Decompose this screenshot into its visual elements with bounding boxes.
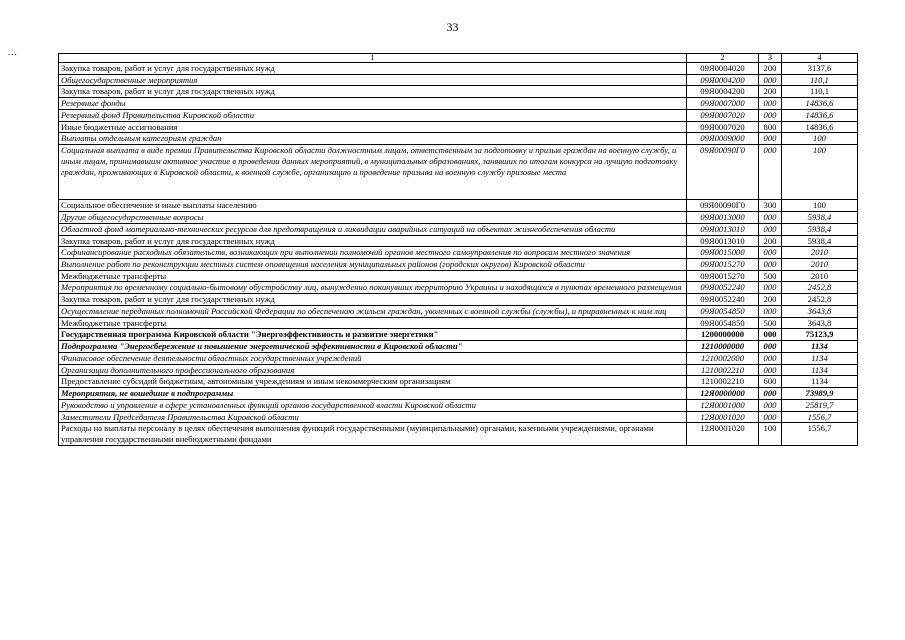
table-row bbox=[59, 133, 858, 145]
row-name-cell: Выполнение работ по реконструкции местных систем оповещения населения муниципальных районов (городских округов) Кировской области bbox=[59, 259, 687, 271]
table-row bbox=[59, 282, 858, 294]
row-type-cell: 000 bbox=[759, 329, 782, 341]
row-name-cell: Финансовое обеспечение деятельности областных государственных учреждений bbox=[59, 352, 687, 364]
row-sum-cell: 1556,7 bbox=[782, 411, 858, 423]
row-sum-cell: 1134 bbox=[782, 341, 858, 353]
row-sum-cell: 14836,6 bbox=[782, 109, 858, 121]
row-type-cell: 200 bbox=[759, 294, 782, 306]
row-type-cell: 000 bbox=[759, 305, 782, 317]
row-sum-cell: 3137,6 bbox=[782, 63, 858, 75]
table-row bbox=[59, 235, 858, 247]
row-name-cell: Софинансирование расходных обязательств, возникающих при выполнении полномочий органов местного самоуправления по вопросам местного значения bbox=[59, 247, 687, 259]
page-number: 33 bbox=[446, 20, 459, 34]
row-name-cell: Подпрограмма "Энергосбережение и повышение энергетической эффективности в Кировской области" bbox=[59, 341, 687, 353]
row-sum-cell: 2010 bbox=[782, 259, 858, 271]
table-row bbox=[59, 121, 858, 133]
row-sum-cell: 5938,4 bbox=[782, 212, 858, 224]
table-row bbox=[59, 329, 858, 341]
table-row bbox=[59, 376, 858, 388]
row-code-cell: 09Я0015270 bbox=[687, 259, 759, 271]
header-col-2: 2 bbox=[687, 54, 759, 63]
margin-mark: ... bbox=[8, 47, 18, 57]
row-sum-cell: 2010 bbox=[782, 247, 858, 259]
table-row bbox=[59, 63, 858, 75]
row-code-cell: 09Я0004020 bbox=[687, 63, 759, 75]
row-name-cell: Другие общегосударственные вопросы bbox=[59, 212, 687, 224]
row-code-cell: 09Я0004200 bbox=[687, 86, 759, 98]
row-code-cell: 09Я0013010 bbox=[687, 235, 759, 247]
row-name-cell: Осуществление переданных полномочий Российской Федерации по обеспечению жильем граждан, уволенных с военной службы (службы), и приравненных к ним лиц bbox=[59, 305, 687, 317]
row-type-cell: 100 bbox=[759, 423, 782, 445]
row-code-cell: 1200000000 bbox=[687, 329, 759, 341]
row-type-cell: 500 bbox=[759, 317, 782, 329]
table-row bbox=[59, 352, 858, 364]
row-code-cell: 09Я0054850 bbox=[687, 305, 759, 317]
table-row bbox=[59, 212, 858, 224]
row-name-cell: Закупка товаров, работ и услуг для государственных нужд bbox=[59, 63, 687, 75]
row-sum-cell: 1556,7 bbox=[782, 423, 858, 445]
header-col-4: 4 bbox=[782, 54, 858, 63]
row-sum-cell: 2452,8 bbox=[782, 282, 858, 294]
row-sum-cell: 14836,6 bbox=[782, 98, 858, 110]
row-type-cell: 000 bbox=[759, 282, 782, 294]
row-type-cell: 000 bbox=[759, 145, 782, 200]
row-sum-cell: 100 bbox=[782, 133, 858, 145]
table-row bbox=[59, 259, 858, 271]
row-type-cell: 600 bbox=[759, 376, 782, 388]
row-type-cell: 000 bbox=[759, 364, 782, 376]
row-name-cell: Социальное обеспечение и иные выплаты населению bbox=[59, 200, 687, 212]
row-code-cell: 09Я0007020 bbox=[687, 109, 759, 121]
row-code-cell: 09Я0013000 bbox=[687, 212, 759, 224]
row-type-cell: 000 bbox=[759, 399, 782, 411]
table-row bbox=[59, 423, 858, 445]
row-code-cell: 09Я0007000 bbox=[687, 98, 759, 110]
table-row bbox=[59, 200, 858, 212]
row-code-cell: 09Я0015270 bbox=[687, 270, 759, 282]
row-type-cell: 000 bbox=[759, 341, 782, 353]
table-header-row bbox=[59, 54, 858, 63]
row-sum-cell: 3643,8 bbox=[782, 305, 858, 317]
row-sum-cell: 14836,6 bbox=[782, 121, 858, 133]
row-name-cell: Руководство и управление в сфере установленных функций органов государственной власти Кировской области bbox=[59, 399, 687, 411]
row-type-cell: 000 bbox=[759, 259, 782, 271]
row-code-cell: 09Я0052240 bbox=[687, 294, 759, 306]
row-sum-cell: 2452,8 bbox=[782, 294, 858, 306]
row-name-cell: Закупка товаров, работ и услуг для государственных нужд bbox=[59, 294, 687, 306]
row-sum-cell: 1134 bbox=[782, 352, 858, 364]
table-row bbox=[59, 364, 858, 376]
row-sum-cell: 1134 bbox=[782, 376, 858, 388]
row-name-cell: Государственная программа Кировской области "Энергоэффективность и развитие энергетики" bbox=[59, 329, 687, 341]
budget-table bbox=[58, 53, 858, 446]
row-name-cell: Организации дополнительного профессионального образования bbox=[59, 364, 687, 376]
row-type-cell: 500 bbox=[759, 270, 782, 282]
row-type-cell: 000 bbox=[759, 109, 782, 121]
row-name-cell: Социальная выплата в виде премии Правительства Кировской области должностным лицам, ответственным за подготовку и призыв граждан на военную службу, и иным лицам, принимавшим активное участие в проведении данных мероприятий, в муниципальных образованиях, занявших по итогам конкурса на лучшую подготовку граждан, проживающих в Кировской области, к военной службе, организацию и проведение призыва на военную службу призовые места bbox=[59, 145, 687, 200]
header-col-1: 1 bbox=[59, 54, 687, 63]
table-row bbox=[59, 223, 858, 235]
row-type-cell: 000 bbox=[759, 411, 782, 423]
row-name-cell: Резервные фонды bbox=[59, 98, 687, 110]
row-name-cell: Резервный фонд Правительства Кировской области bbox=[59, 109, 687, 121]
row-code-cell: 09Я0054850 bbox=[687, 317, 759, 329]
row-sum-cell: 75123,9 bbox=[782, 329, 858, 341]
table-row bbox=[59, 86, 858, 98]
row-type-cell: 000 bbox=[759, 247, 782, 259]
row-sum-cell: 5938,4 bbox=[782, 223, 858, 235]
row-type-cell: 000 bbox=[759, 212, 782, 224]
row-sum-cell: 110,1 bbox=[782, 86, 858, 98]
table-row bbox=[59, 74, 858, 86]
row-type-cell: 000 bbox=[759, 388, 782, 400]
row-sum-cell: 5938,4 bbox=[782, 235, 858, 247]
row-name-cell: Межбюджетные трансферты bbox=[59, 317, 687, 329]
row-name-cell: Закупка товаров, работ и услуг для государственных нужд bbox=[59, 235, 687, 247]
row-code-cell: 09Я0009000 bbox=[687, 133, 759, 145]
row-type-cell: 200 bbox=[759, 63, 782, 75]
table-row bbox=[59, 247, 858, 259]
row-code-cell: 1210000000 bbox=[687, 341, 759, 353]
row-code-cell: 09Я00090Г0 bbox=[687, 200, 759, 212]
row-code-cell: 1210002210 bbox=[687, 376, 759, 388]
row-code-cell: 12Я0001020 bbox=[687, 423, 759, 445]
row-name-cell: Закупка товаров, работ и услуг для государственных нужд bbox=[59, 86, 687, 98]
row-code-cell: 09Я00090Г0 bbox=[687, 145, 759, 200]
row-name-cell: Расходы на выплаты персоналу в целях обеспечения выполнения функций государственными (муниципальными) органами, казенными учреждениями, органами управления государственными внебюджетными фондами bbox=[59, 423, 687, 445]
table-row bbox=[59, 388, 858, 400]
row-type-cell: 200 bbox=[759, 235, 782, 247]
row-type-cell: 300 bbox=[759, 200, 782, 212]
row-name-cell: Общегосударственные мероприятия bbox=[59, 74, 687, 86]
row-sum-cell: 3643,8 bbox=[782, 317, 858, 329]
row-sum-cell: 100 bbox=[782, 200, 858, 212]
table-row bbox=[59, 98, 858, 110]
row-name-cell: Межбюджетные трансферты bbox=[59, 270, 687, 282]
row-code-cell: 09Я0013010 bbox=[687, 223, 759, 235]
row-name-cell: Иные бюджетные ассигнования bbox=[59, 121, 687, 133]
row-name-cell: Предоставление субсидий бюджетным, автономным учреждениям и иным некоммерческим организациям bbox=[59, 376, 687, 388]
row-sum-cell: 2010 bbox=[782, 270, 858, 282]
row-name-cell: Мероприятия по временному социально-бытовому обустройству лиц, вынужденно покинувших территорию Украины и находящихся в пунктах временного размещения bbox=[59, 282, 687, 294]
row-type-cell: 200 bbox=[759, 86, 782, 98]
row-name-cell: Выплаты отдельным категориям граждан bbox=[59, 133, 687, 145]
row-code-cell: 09Я0007020 bbox=[687, 121, 759, 133]
row-code-cell: 09Я0015000 bbox=[687, 247, 759, 259]
row-sum-cell: 100 bbox=[782, 145, 858, 200]
row-type-cell: 000 bbox=[759, 352, 782, 364]
row-type-cell: 000 bbox=[759, 98, 782, 110]
row-sum-cell: 110,1 bbox=[782, 74, 858, 86]
table-row bbox=[59, 145, 858, 200]
table-row bbox=[59, 317, 858, 329]
row-code-cell: 1210002210 bbox=[687, 364, 759, 376]
row-sum-cell: 25819,7 bbox=[782, 399, 858, 411]
row-type-cell: 000 bbox=[759, 74, 782, 86]
row-type-cell: 800 bbox=[759, 121, 782, 133]
row-type-cell: 000 bbox=[759, 223, 782, 235]
table-row bbox=[59, 270, 858, 282]
row-type-cell: 000 bbox=[759, 133, 782, 145]
row-name-cell: Заместители Председателя Правительства Кировской области bbox=[59, 411, 687, 423]
row-sum-cell: 73989,9 bbox=[782, 388, 858, 400]
table-row bbox=[59, 341, 858, 353]
row-name-cell: Областной фонд материально-технических ресурсов для предотвращения и ликвидации аварийных ситуаций на объектах жизнеобеспечения области bbox=[59, 223, 687, 235]
row-name-cell: Мероприятия, не вошедшие в подпрограммы bbox=[59, 388, 687, 400]
table-row bbox=[59, 399, 858, 411]
row-sum-cell: 1134 bbox=[782, 364, 858, 376]
table-row bbox=[59, 109, 858, 121]
row-code-cell: 12Я0001020 bbox=[687, 411, 759, 423]
row-code-cell: 09Я0052240 bbox=[687, 282, 759, 294]
row-code-cell: 12Я0001000 bbox=[687, 399, 759, 411]
row-code-cell: 1210002000 bbox=[687, 352, 759, 364]
table-row bbox=[59, 411, 858, 423]
row-code-cell: 09Я0004200 bbox=[687, 74, 759, 86]
row-code-cell: 12Я0000000 bbox=[687, 388, 759, 400]
table-row bbox=[59, 305, 858, 317]
header-col-3: 3 bbox=[759, 54, 782, 63]
table-row bbox=[59, 294, 858, 306]
